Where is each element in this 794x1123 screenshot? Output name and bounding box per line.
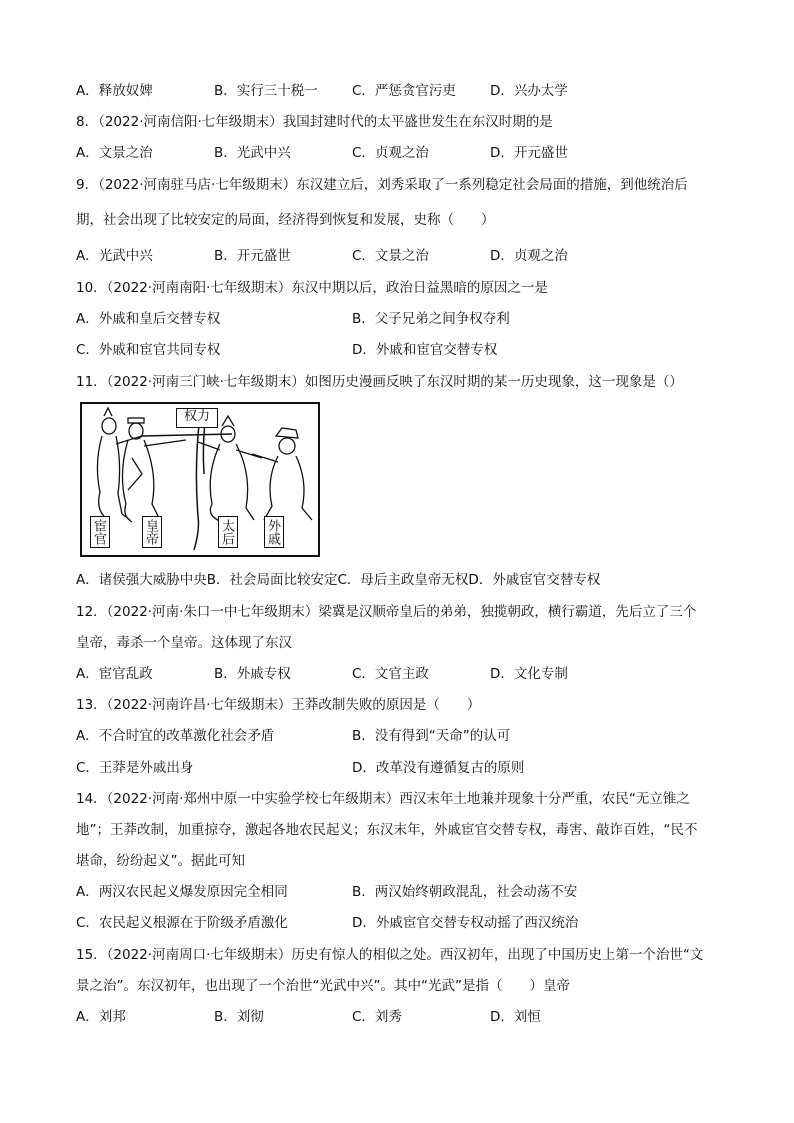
q10-option-c[interactable]: C．外戚和宦官共同专权 [76,342,221,358]
q9-option-b[interactable]: B．开元盛世 [214,248,291,264]
q13-option-d[interactable]: D．改革没有遵循复古的原则 [352,760,525,776]
label-relatives [264,516,284,548]
q15-stem-line-1: 15．（2022·河南周口·七年级期末）历史有惊人的相似之处。西汉初年，出现了中国历史上第一个治世“文 [76,947,704,963]
q14-option-d[interactable]: D．外戚宦官交替专权动摇了西汉统治 [352,915,579,931]
q8-option-b[interactable]: B．光武中兴 [214,145,291,161]
q10-stem: 10．（2022·河南南阳·七年级期末）东汉中期以后，政治日益黑暗的原因之一是 [76,280,548,296]
q12-stem-line-2: 皇帝，毒杀一个皇帝。这体现了东汉 [76,635,292,651]
q14-option-a[interactable]: A．两汉农民起义爆发原因完全相同 [76,884,288,900]
q12-option-b[interactable]: B．外戚专权 [214,666,291,682]
label-emperor [142,516,162,548]
q8-option-d[interactable]: D．开元盛世 [490,145,568,161]
label-eunuch [90,516,110,548]
q8-option-c[interactable]: C．贞观之治 [352,145,429,161]
q12-stem-line-1: 12．（2022·河南·朱口一中七年级期末）梁冀是汉顺帝皇后的弟弟，独揽朝政，横行霸道，先后立了三个 [76,604,697,620]
q11-stem: 11．（2022·河南三门峡·七年级期末）如图历史漫画反映了东汉时期的某一历史现象，这一现象是（） [76,374,683,390]
q14-option-b[interactable]: B．两汉始终朝政混乱，社会动荡不安 [352,884,578,900]
q9-option-d[interactable]: D．贞观之治 [490,248,568,264]
eunuch-figure [96,408,142,522]
q7-option-b[interactable]: B．实行三十税一 [214,83,318,99]
q9-option-a[interactable]: A．光武中兴 [76,248,153,264]
q15-option-c[interactable]: C．刘秀 [352,1009,402,1025]
label-emperor-text: 皇帝 [143,519,158,545]
q13-option-c[interactable]: C．王莽是外戚出身 [76,760,194,776]
q7-option-d[interactable]: D．兴办太学 [490,83,568,99]
label-empress-text: 太后 [219,519,234,545]
q7-option-c[interactable]: C．严惩贪官污吏 [352,83,456,99]
q14-stem-line-3: 堪命，纷纷起义”。据此可知 [76,853,245,869]
q8-option-a[interactable]: A．文景之治 [76,145,153,161]
q8-stem: 8．（2022·河南信阳·七年级期末）我国封建时代的太平盛世发生在东汉时期的是 [76,114,553,130]
empress-figure [198,416,262,522]
q7-option-a[interactable]: A．释放奴婢 [76,83,153,99]
power-label: 权力 [176,408,218,428]
q13-option-a[interactable]: A．不合时宜的改革激化社会矛盾 [76,728,275,744]
q13-option-b[interactable]: B．没有得到“天命”的认可 [352,728,511,744]
label-relatives-text: 外戚 [265,519,280,545]
relative-figure [252,428,312,520]
q9-stem-line-1: 9．（2022·河南驻马店·七年级期末）东汉建立后，刘秀采取了一系列稳定社会局面的措施，到他统治后 [76,177,688,193]
q15-option-a[interactable]: A．刘邦 [76,1009,126,1025]
q9-option-c[interactable]: C．文景之治 [352,248,429,264]
q14-option-c[interactable]: C．农民起义根源在于阶级矛盾激化 [76,915,288,931]
q11-options[interactable]: A．诸侯强大威胁中央B．社会局面比较安定C．母后主政皇帝无权D．外戚宦官交替专权 [76,572,601,588]
q14-stem-line-1: 14．（2022·河南·郑州中原一中实验学校七年级期末）西汉末年土地兼并现象十分严重，农民“无立锥之 [76,791,690,807]
q10-option-d[interactable]: D．外戚和宦官交替专权 [352,342,498,358]
q12-option-a[interactable]: A．宦官乱政 [76,666,153,682]
q10-option-b[interactable]: B．父子兄弟之间争权夺利 [352,311,510,327]
q14-stem-line-2: 地”；王莽改制，加重掠夺，激起各地农民起义；东汉末年，外戚宦官交替专权，毒害、敲诈百姓，“民不 [76,822,698,838]
q10-option-a[interactable]: A．外戚和皇后交替专权 [76,311,221,327]
q12-option-c[interactable]: C．文官主政 [352,666,429,682]
q12-option-d[interactable]: D．文化专制 [490,666,568,682]
label-eunuch-text: 宦官 [91,519,106,545]
q15-option-d[interactable]: D．刘恒 [490,1009,541,1025]
q13-stem: 13．（2022·河南许昌·七年级期末）王莽改制失败的原因是（ ） [76,697,481,713]
q9-stem-line-2: 期，社会出现了比较安定的局面，经济得到恢复和发展，史称（ ） [76,212,495,228]
history-cartoon [80,402,320,557]
emperor-figure [122,418,186,522]
label-empress [218,516,238,548]
q15-option-b[interactable]: B．刘彻 [214,1009,264,1025]
q15-stem-line-2: 景之治”。东汉初年，也出现了一个治世“光武中兴”。其中“光武”是指（ ）皇帝 [76,978,570,994]
